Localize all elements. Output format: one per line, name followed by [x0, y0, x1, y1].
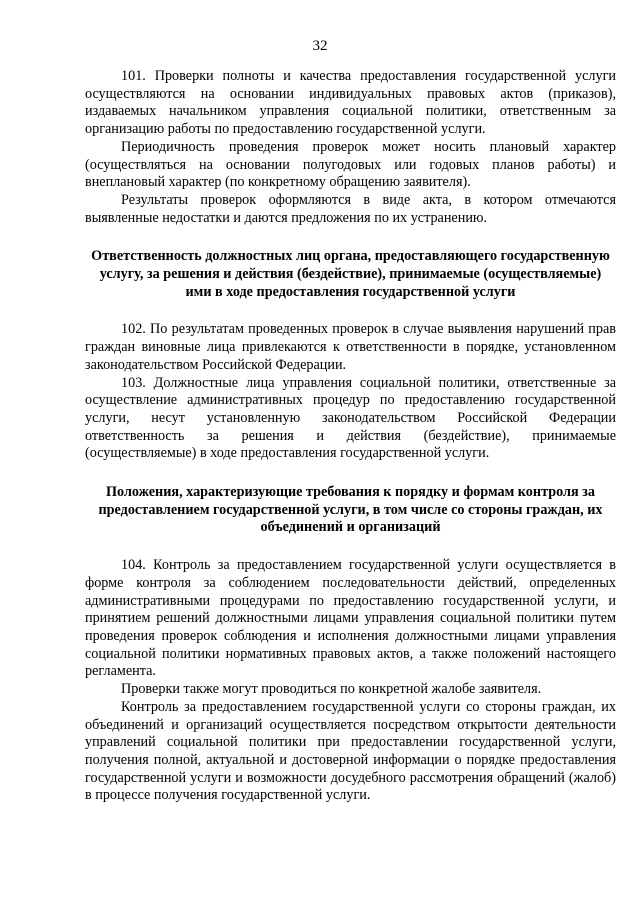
paragraph-104-citizen-control: Контроль за предоставлением государственной услуги со стороны граждан, их объединений и организаций осуществляется посредством открытости деятельности управлений социальной политики при предоставлении государственной услуги, получения полной, актуальной и достоверной информации о порядке предоставления государственной услуги и возможности досудебного рассмотрения обращений (жалоб) в процессе получения государственной услуги. — [85, 698, 616, 804]
paragraph-104-complaints: Проверки также могут проводиться по конкретной жалобе заявителя. — [121, 681, 542, 698]
page-number: 32 — [312, 38, 328, 54]
section-heading-control: Положения, характеризующие требования к порядку и формам контроля за предоставлением государственной услуги, в том числе со стороны граждан, их объединений и организаций — [98, 484, 603, 536]
spacer — [85, 463, 616, 484]
spacer — [85, 301, 616, 321]
document-body — [85, 68, 616, 805]
paragraph-101: 101. Проверки полноты и качества предоставления государственной услуги осуществляются на основании индивидуальных правовых актов (приказов), издаваемых начальником управления социальной политики, ответственным за организацию работы по предоставлению государственной услуги. — [85, 68, 616, 138]
paragraph-101-periodicity: Периодичность проведения проверок может носить плановый характер (осуществляться на основании полугодовых или годовых планов работы) и внеплановый характер (по конкретному обращению заявителя). — [85, 138, 616, 191]
paragraph-103: 103. Должностные лица управления социальной политики, ответственные за осуществление административных процедур по предоставлению государственной услуги, несут установленную законодательством Российской Федерации ответственность за решения и действия (бездействие), принимаемые (осуществляемые) в ходе предоставления государственной услуги. — [85, 374, 616, 462]
paragraph-104: 104. Контроль за предоставлением государственной услуги осуществляется в форме контроля за соблюдением последовательности действий, определенных административными процедурами по предоставлению государственной услуги, и принятием решений должностными лицами управления социальной политики путем проведения проверок соблюдения и исполнения должностными лицами управления социальной политики нормативных правовых актов, а также положений настоящего регламента. — [85, 557, 616, 680]
paragraph-102: 102. По результатам проведенных проверок в случае выявления нарушений прав граждан виновные лица привлекаются к ответственности в порядке, установленном законодательством Российской Федерации. — [85, 321, 616, 373]
spacer — [85, 227, 616, 248]
section-heading-responsibility: Ответственность должностных лиц органа, предоставляющего государственную услугу, за решения и действия (бездействие), принимаемые (осуществляемые) ими в ходе предоставления государственной услуги — [91, 248, 610, 300]
paragraph-101-results: Результаты проверок оформляются в виде акта, в котором отмечаются выявленные недостатки и даются предложения по их устранению. — [85, 191, 616, 226]
spacer — [85, 537, 616, 557]
